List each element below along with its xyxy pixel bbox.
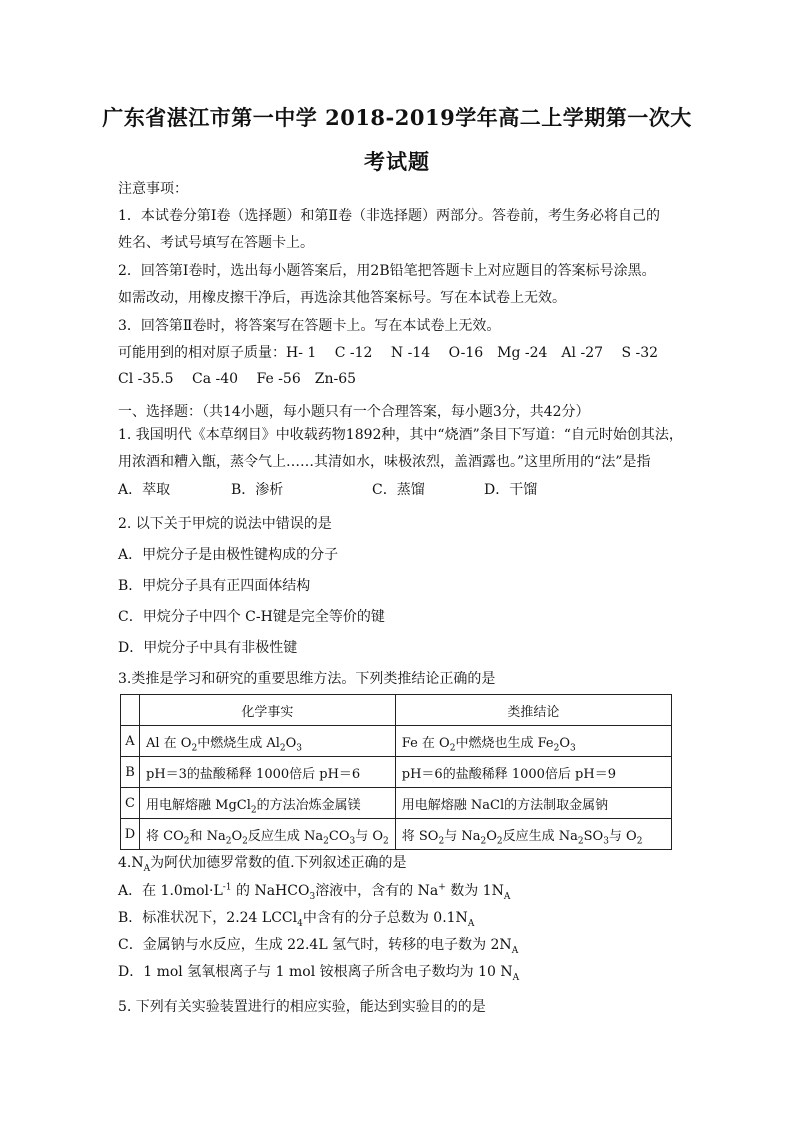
note-1-line1: 1．本试卷分第Ⅰ卷（选择题）和第Ⅱ卷（非选择题）两部分。答卷前，考生务必将自己的	[118, 208, 660, 224]
q3-header-blank	[121, 695, 140, 726]
q3-stem: 3.类推是学习和研究的重要思维方法。下列类推结论正确的是	[118, 671, 496, 687]
q3-table	[120, 694, 672, 850]
exam-title-line2: 考试题	[364, 149, 430, 174]
q2-option-b: B．甲烷分子具有正四面体结构	[118, 578, 311, 594]
note-1-line2: 姓名、考试号填写在答题卡上。	[118, 235, 314, 251]
atomic-mass-line2: Cl -35.5 Ca -40 Fe -56 Zn-65	[118, 371, 357, 387]
q3-row-c-conclusion: 用电解熔融 NaCl的方法制取金属钠	[395, 788, 671, 819]
q5-stem: 5. 下列有关实验装置进行的相应实验，能达到实验目的的是	[118, 999, 486, 1015]
q1-option-a: A．萃取	[118, 482, 171, 498]
q3-row-label: A	[121, 726, 140, 757]
table-row	[121, 788, 672, 819]
note-2-line1: 2．回答第Ⅰ卷时，选出每小题答案后，用2B铅笔把答题卡上对应题目的答案标号涂黑。	[118, 263, 656, 279]
q3-row-label: B	[121, 757, 140, 788]
q1-option-d: D．干馏	[484, 482, 538, 498]
q3-row-d-fact: 将 $CO_2$和 $Na_2O_2$反应生成 $Na_2CO_3$与 $O_2$	[140, 819, 396, 850]
q3-row-b-fact: pH＝3的盐酸稀释 1000倍后 pH＝6	[140, 757, 396, 788]
q1-option-c: C．蒸馏	[372, 482, 425, 498]
q2-option-d: D．甲烷分子中具有非极性键	[118, 640, 298, 656]
q1-stem-line2: 用浓酒和糟入甑，蒸令气上……其清如水，味极浓烈，盖酒露也。”这里所用的“法”是指	[118, 454, 651, 470]
q3-row-d-conclusion: 将 $SO_2$与 $Na_2O_2$反应生成 $Na_2SO_3$与 $O_2$	[395, 819, 671, 850]
q1-stem-line1: 1. 我国明代《本草纲目》中收载药物1892种，其中“烧酒”条目下写道：“自元时始创其法，	[118, 427, 683, 443]
q4-option-c: C．金属钠与水反应，生成 22.4L 氢气时，转移的电子数为 $2N_A$	[118, 937, 519, 956]
exam-title-line1: 广东省湛江市第一中学 2018-2019学年高二上学期第一次大	[102, 105, 692, 130]
q4-option-d: D．1 mol 氢氧根离子与 1 mol 铵根离子所含电子数均为 10 $N_A$	[118, 964, 520, 983]
q4-option-a: A．在 $1.0mol\cdot L^{-1}$ 的 NaHCO$_3$溶液中，含有的 Na+ 数为 $1N_A$	[118, 882, 511, 902]
q3-row-label: D	[121, 819, 140, 850]
note-3: 3．回答第Ⅱ卷时，将答案写在答题卡上。写在本试卷上无效。	[118, 318, 501, 334]
q2-stem: 2. 以下关于甲烷的说法中错误的是	[118, 516, 332, 532]
q4-option-b: B．标准状况下，2.24 LCCl$_4$中含有的分子总数为 $0.1N_A$	[118, 910, 475, 929]
q3-header-fact: 化学事实	[140, 695, 396, 726]
section-1-heading: 一、选择题：（共14小题，每小题只有一个合理答案，每小题3分，共42分）	[118, 404, 590, 420]
table-row	[121, 726, 672, 757]
note-2-line2: 如需改动，用橡皮擦干净后，再选涂其他答案标号。写在本试卷上无效。	[118, 290, 566, 306]
q2-option-c: C．甲烷分子中四个 C-H键是完全等价的键	[118, 609, 385, 625]
q3-row-a-conclusion: Fe 在 $O_2$中燃烧也生成 $Fe_2O_3$	[395, 726, 671, 757]
atomic-mass-line1: 可能用到的相对原子质量：H- 1 C -12 N -14 O-16 Mg -24 Al -27 S -32	[118, 345, 659, 361]
table-row	[121, 819, 672, 850]
q1-option-b: B．渗析	[231, 482, 284, 498]
table-row	[121, 757, 672, 788]
q3-row-label: C	[121, 788, 140, 819]
q3-table-header	[121, 695, 672, 726]
q3-header-conclusion: 类推结论	[395, 695, 671, 726]
q3-row-b-conclusion: pH＝6的盐酸稀释 1000倍后 pH＝9	[395, 757, 671, 788]
q3-row-a-fact: Al 在 $O_2$中燃烧生成 $Al_2O_3$	[140, 726, 396, 757]
q3-row-c-fact: 用电解熔融 MgCl$_2$的方法冶炼金属镁	[140, 788, 396, 819]
q4-stem: $4.N_A$为阿伏加德罗常数的值.下列叙述正确的是	[118, 855, 407, 874]
notes-heading: 注意事项：	[118, 181, 188, 197]
q2-option-a: A．甲烷分子是由极性键构成的分子	[118, 547, 339, 563]
